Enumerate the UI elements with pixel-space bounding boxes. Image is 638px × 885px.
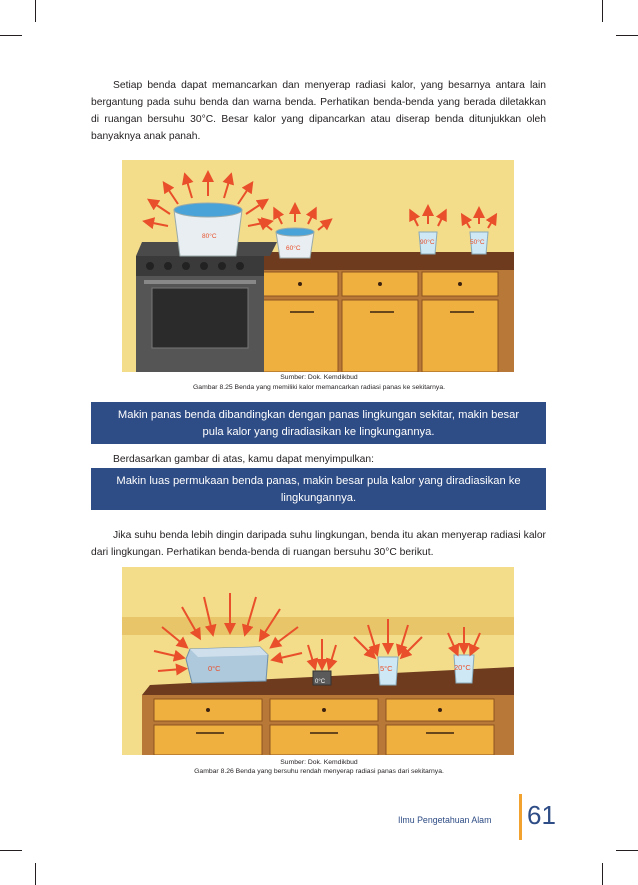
page-number: 61	[527, 800, 556, 830]
crop-mark	[0, 850, 22, 851]
figure2-source: Sumber: Dok. Kemdikbud	[280, 759, 358, 766]
hot-objects-illustration	[122, 160, 514, 372]
label-cube-temp: 0°C	[315, 679, 326, 685]
label-pot-temp: 80°C	[202, 233, 217, 240]
stove	[136, 242, 277, 372]
cold-objects-illustration	[122, 567, 514, 755]
conclusion-box-1: Makin panas benda dibandingkan dengan panas lingkungan sekitar, makin besar pula kalor yang diradiasikan ke lingkungannya.	[91, 402, 546, 444]
footer-divider	[519, 794, 522, 840]
cabinet-doors	[262, 272, 498, 372]
figure1-source: Sumber: Dok. Kemdikbud	[280, 374, 358, 381]
label-small-pot-temp: 60°C	[286, 245, 301, 252]
large-pot	[174, 203, 242, 256]
cabinet-doors	[154, 699, 494, 755]
footer-book-title: Ilmu Pengetahuan Alam	[398, 815, 492, 825]
label-ice-temp: 0°C	[208, 664, 221, 673]
crop-mark	[0, 35, 22, 36]
figure2-caption: Gambar 8.26 Benda yang bersuhu rendah menyerap radiasi panas dari sekitarnya.	[194, 768, 444, 775]
label-glass2-temp: 20°C	[454, 663, 471, 672]
intro-paragraph: Setiap benda dapat memancarkan dan menyerap radiasi kalor, yang besarnya antara lain bergantung pada suhu benda dan warna benda. Perhatikan benda-benda yang berada diletakkan di ruangan bersuhu 30°C. Besar kalor yang dipancarkan atau diserap benda ditunjukkan oleh banyaknya anak panah.	[91, 80, 546, 142]
figure-cold-objects	[122, 567, 514, 755]
crop-mark	[35, 863, 36, 885]
label-glass2-temp: 50°C	[470, 239, 485, 246]
small-pot	[276, 228, 314, 258]
crop-mark	[602, 863, 603, 885]
label-glass1-temp: 90°C	[420, 239, 435, 246]
figure1-caption: Gambar 8.25 Benda yang memiliki kalor memancarkan radiasi panas ke sekitarnya.	[193, 384, 445, 391]
figure-hot-objects	[122, 160, 514, 372]
cold-objects-paragraph: Jika suhu benda lebih dingin daripada suhu lingkungan, benda itu akan menyerap radiasi kalor dari lingkungan. Perhatikan benda-benda di ruangan bersuhu 30°C berikut.	[91, 530, 546, 558]
ice-block	[186, 647, 268, 683]
label-glass1-temp: 5°C	[380, 664, 393, 673]
crop-mark	[35, 0, 36, 22]
crop-mark	[602, 0, 603, 22]
crop-mark	[616, 850, 638, 851]
crop-mark	[616, 35, 638, 36]
conclusion-box-2: Makin luas permukaan benda panas, makin besar pula kalor yang diradiasikan ke lingkungannya.	[91, 468, 546, 510]
conclusion-intro: Berdasarkan gambar di atas, kamu dapat menyimpulkan:	[113, 454, 374, 465]
